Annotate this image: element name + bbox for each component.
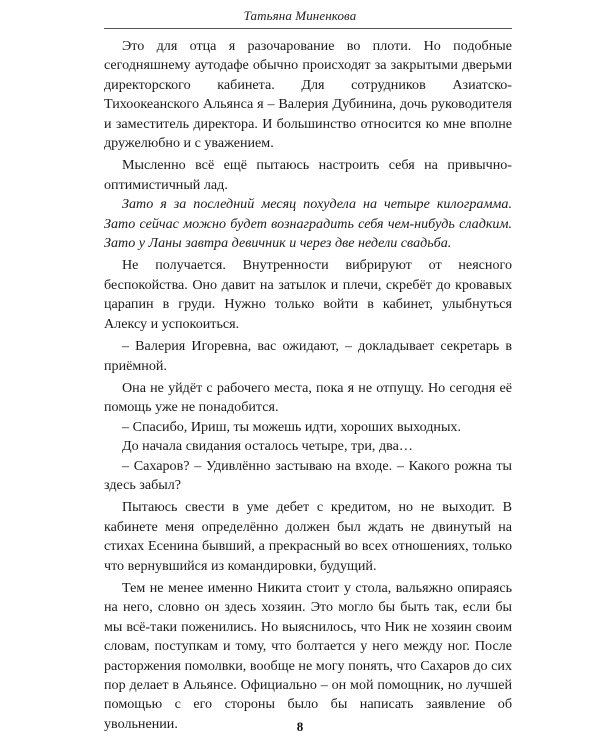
- paragraph: До начала свидания осталось четыре, три, два…: [122, 438, 413, 455]
- paragraph: Она не уйдёт с рабочего места, пока я не отпущу. Но сегодня её помощь уже не понадобится.: [104, 379, 512, 416]
- paragraph: Тем не менее именно Никита стоит у стола, вальяжно опираясь на него, словно он здесь хозяин. Это могло бы быть так, если бы мы всё-таки поженились. Но выяснилось, что Ник не хозяин своим словам, поступкам и тому, что болтается у него между ног. После расторжения помолвки, вообще не могу понять, что Сахаров до сих пор делает в Альянсе. Официально – он мой помощник, но лучшей помощью с его стороны было бы написать заявление об увольнении.: [104, 579, 512, 732]
- paragraph-italic: Зато я за последний месяц похудела на четыре килограмма. Зато сейчас можно будет вознаградить себя чем-нибудь сладким. Зато у Ланы завтра девичник и через две недели свадьба.: [104, 196, 512, 252]
- page-number: 8: [296, 719, 304, 734]
- paragraph: Не получается. Внутренности вибрируют от неясного беспокойства. Оно давит на затылок и плечи, скребёт до кровавых царапин в груди. Нужно только войти в кабинет, улыбнуться Алексу и успокоиться.: [104, 257, 512, 332]
- running-header-author: Татьяна Миненкова: [243, 8, 357, 23]
- page-body: [104, 37, 512, 734]
- paragraph: Это для отца я разочарование во плоти. Но подобные сегодняшнему аутодафе обычно происходят за закрытыми дверьми директорского кабинета. Для сотрудников Азиатско-Тихоокеанского Альянса я – Валерия Дубинина, дочь руководителя и заместитель директора. И большинство относится ко мне вполне дружелюбно и с уважением.: [104, 38, 512, 152]
- paragraph: Пытаюсь свести в уме дебет с кредитом, но не выходит. В кабинете меня определённо должен был ждать не двинутый на стихах Есенина бывший, а прекрасный во всех отношениях, только что вернувшийся из командировки, будущий.: [104, 499, 512, 574]
- paragraph-dialogue: – Валерия Игоревна, вас ожидают, – докладывает секретарь в приёмной.: [104, 338, 512, 374]
- paragraph: Мысленно всё ещё пытаюсь настроить себя на привычно-оптимистичный лад.: [104, 157, 512, 193]
- header-divider: [104, 28, 512, 29]
- paragraph-dialogue: – Спасибо, Ириш, ты можешь идти, хороших выходных.: [122, 418, 461, 435]
- paragraph-dialogue: – Сахаров? – Удивлённо застываю на входе. – Какого рожна ты здесь забыл?: [104, 457, 512, 493]
